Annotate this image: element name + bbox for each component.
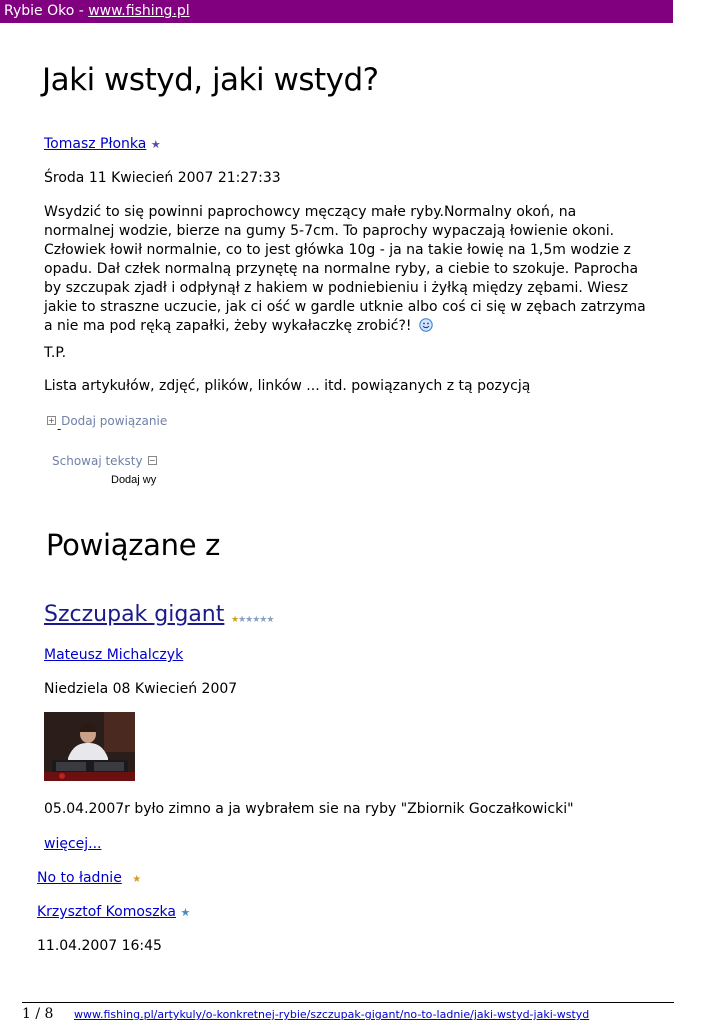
body-line: opadu. Dał człek normalną przynętę na normalne ryby, a ciebie to szokuje. Paprocha: [44, 261, 639, 277]
related-item-title-link[interactable]: Szczupak gigant: [44, 602, 225, 627]
footer-url-link[interactable]: www.fishing.pl/artykuly/o-konkretnej-rybie/szczupak-gigant/no-to-ladnie/jaki-wstyd-jaki-wstyd: [74, 1008, 590, 1021]
article-body: [44, 203, 680, 336]
body-line-last: [44, 317, 680, 336]
add-related-control[interactable]: [47, 410, 167, 429]
comment-title-line: [37, 869, 141, 889]
body-line: a nie ma pod ręką zapałki, żeby wykałaczkę zrobić?!: [44, 318, 412, 334]
rating-stars-icon: ★★★★★★: [231, 615, 274, 625]
collapse-minus-icon[interactable]: −: [148, 456, 156, 465]
related-item-thumbnail[interactable]: [44, 712, 135, 781]
author-star-icon: ★: [150, 138, 161, 151]
expand-plus-icon[interactable]: +: [48, 416, 55, 425]
read-more-link[interactable]: więcej...: [44, 836, 102, 852]
related-author-text[interactable]: Mateusz Michalczyk: [44, 647, 184, 663]
author-line: [44, 135, 161, 154]
comment-title-link[interactable]: No to ładnie: [37, 870, 122, 886]
site-url-link[interactable]: www.fishing.pl: [88, 3, 190, 19]
body-line: Wsydzić to się powinni paprochowcy męczący małe ryby.Normalny okoń, na: [44, 204, 577, 220]
comment-author-line: [37, 903, 190, 922]
comment-date: 11.04.2007 16:45: [37, 938, 162, 954]
related-item-date: Niedziela 08 Kwiecień 2007: [44, 681, 238, 697]
hide-texts-control[interactable]: [52, 450, 157, 469]
site-name: Rybie Oko -: [4, 3, 89, 19]
collapse-dash[interactable]: -: [57, 422, 62, 436]
thumbnail-photo-icon: [44, 712, 135, 781]
comment-author-star-icon: ★: [180, 906, 191, 919]
comment-author-link[interactable]: Krzysztof Komoszka: [37, 904, 176, 920]
related-item-excerpt: 05.04.2007r było zimno a ja wybrałem sie na ryby "Zbiornik Goczałkowicki": [44, 801, 574, 817]
comment-star-icon: ★: [132, 874, 142, 885]
body-line: jakie to straszne uczucie, jak ci ość w gardle utknie albo coś ci się w zębach zatrzyma: [44, 299, 646, 315]
article-title: Jaki wstyd, jaki wstyd?: [42, 62, 379, 98]
article-signature: T.P.: [44, 345, 67, 361]
hide-texts-link[interactable]: Schowaj teksty: [52, 454, 143, 468]
article-author-link[interactable]: Tomasz Płonka: [44, 136, 147, 152]
body-line: by szczupak zjadł i odpłynął z hakiem w podniebieniu i żyłką między zębami. Wiesz: [44, 280, 628, 296]
related-info-text: Lista artykułów, zdjęć, plików, linków ... itd. powiązanych z tą pozycją: [44, 378, 531, 394]
page-number: 1 / 8: [22, 1006, 54, 1022]
related-heading: Powiązane z: [46, 528, 221, 562]
add-related-link[interactable]: Dodaj powiązanie: [61, 414, 168, 428]
site-header-bar: [0, 0, 673, 23]
footer-divider: [22, 1002, 674, 1003]
body-line: normalnej wodzie, bierze na gumy 5-7cm. To paprochy wypaczają łowienie okoni.: [44, 223, 615, 239]
article-date: Środa 11 Kwiecień 2007 21:27:33: [44, 170, 281, 186]
body-line: Człowiek łowił normalnie, co to jest główka 10g - ja na takie łowię na 1,5m wodzie z: [44, 242, 631, 258]
add-caption-text: Dodaj wy: [111, 474, 157, 486]
related-item-author-link[interactable]: [44, 646, 183, 665]
smiley-icon: [419, 318, 433, 332]
